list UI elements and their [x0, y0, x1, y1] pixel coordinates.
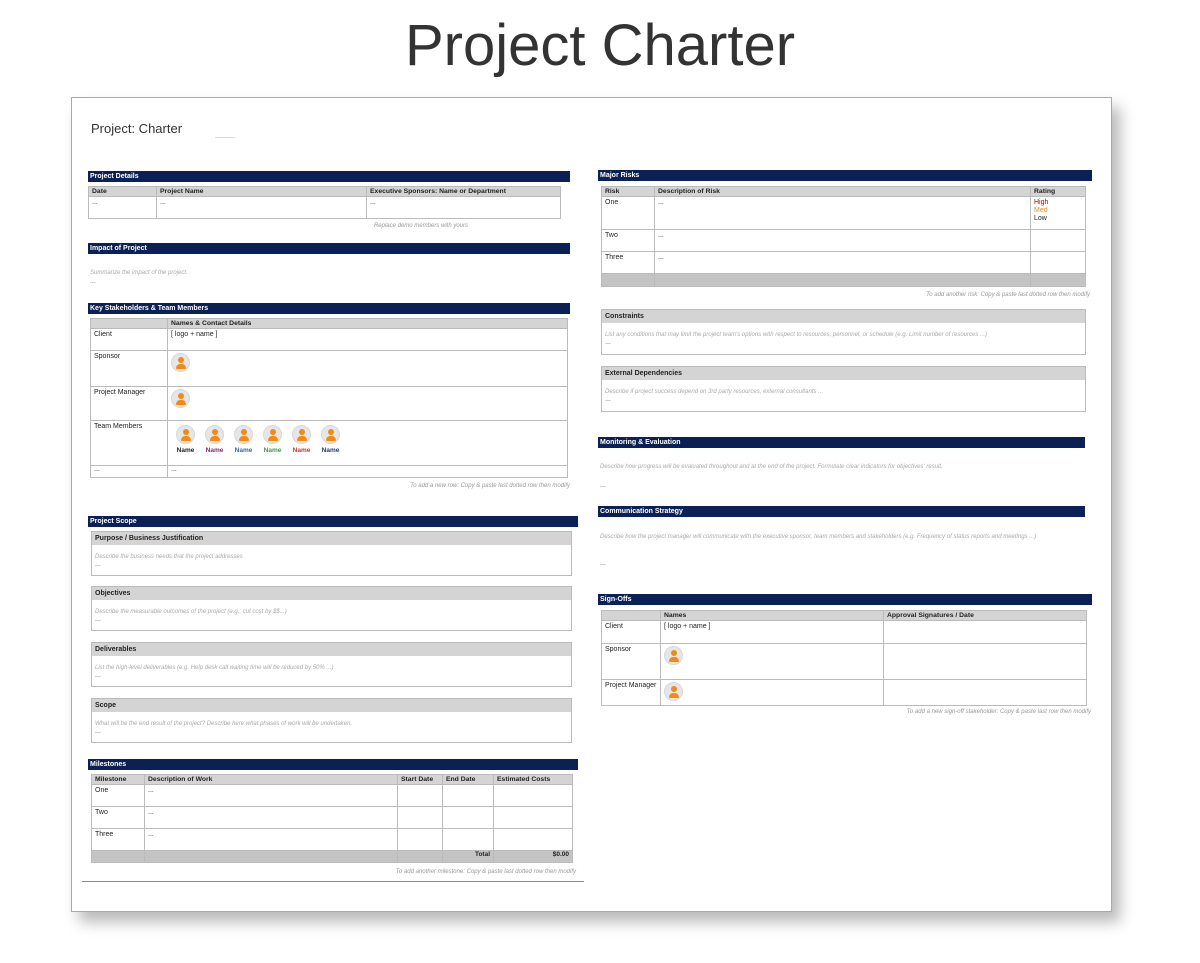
stakeholders-table: [90, 318, 568, 478]
table-row: [92, 829, 573, 851]
add-row-note: To add a new row: Copy & paste last dotted row then modify: [410, 483, 570, 489]
column-header: Start Date: [398, 775, 443, 785]
table-row: [91, 329, 568, 351]
project-name-cell[interactable]: ...: [157, 197, 367, 219]
constraints-box: [601, 309, 1086, 355]
table-row: [91, 387, 568, 421]
risk-desc[interactable]: ...: [655, 230, 1031, 252]
client-label: Client: [602, 621, 661, 644]
team-label: Team Members: [91, 421, 168, 466]
team-member: [229, 425, 258, 454]
dependencies-dots[interactable]: ...: [605, 396, 611, 403]
column-header: Milestone: [92, 775, 145, 785]
team-member-avatar-icon: [321, 425, 340, 444]
pm-label: Project Manager: [91, 387, 168, 421]
page-title: Project Charter: [404, 13, 796, 78]
bottom-divider: [82, 881, 584, 882]
section-header-impact: Impact of Project: [88, 243, 570, 254]
risk-rating[interactable]: [1031, 197, 1086, 230]
table-row: [602, 621, 1087, 644]
milestone-desc[interactable]: ...: [145, 829, 398, 851]
scope-box-hint: Describe the business needs that the project addresses: [95, 554, 243, 560]
scope-box: [91, 531, 572, 576]
rating-low: Low: [1034, 215, 1047, 222]
table-header-row: [602, 187, 1086, 197]
add-risk-note: To add another risk: Copy & paste last dotted row then modify: [926, 292, 1090, 298]
table-header-row: [602, 611, 1087, 621]
section-header-project-scope: Project Scope: [88, 516, 578, 527]
milestone-name: Three: [92, 829, 145, 851]
team-member-avatar-icon: [205, 425, 224, 444]
scope-box-hint: List the high-level deliverables (e.g. Help desk call waiting time will be reduced by 50% ...): [95, 665, 334, 671]
constraints-dots[interactable]: ...: [605, 339, 611, 346]
section-header-milestones: Milestones: [88, 759, 578, 770]
section-header-monitoring: Monitoring & Evaluation: [598, 437, 1085, 448]
scope-box-dots[interactable]: ...: [95, 728, 101, 735]
total-value: $0.00: [494, 851, 573, 863]
risk-desc[interactable]: ...: [655, 252, 1031, 274]
risks-table: [601, 186, 1086, 287]
communication-hint: Describe how the project manager will communicate with the executive sponsor, team members and stakeholders (e.g. Frequency of status reports and meetings ...): [600, 534, 1037, 540]
date-cell[interactable]: ...: [89, 197, 157, 219]
scope-box-title: Purpose / Business Justification: [92, 532, 571, 545]
sponsor-label: Sponsor: [91, 351, 168, 387]
team-member-avatar-icon: [176, 425, 195, 444]
risk-name: Two: [602, 230, 655, 252]
table-row: [91, 466, 568, 478]
team-members-cell: [168, 421, 568, 466]
column-header: Risk: [602, 187, 655, 197]
team-member-avatar-icon: [292, 425, 311, 444]
team-member-name: Name: [176, 447, 195, 454]
table-row: [92, 807, 573, 829]
scope-box-title: Deliverables: [92, 643, 571, 656]
risk-desc[interactable]: ...: [655, 197, 1031, 230]
monitoring-dots[interactable]: ...: [600, 482, 606, 489]
scope-box-title: Objectives: [92, 587, 571, 600]
team-member-name: Name: [263, 447, 282, 454]
section-header-sign-offs: Sign-Offs: [598, 594, 1092, 605]
section-header-major-risks: Major Risks: [598, 170, 1092, 181]
column-header: End Date: [443, 775, 494, 785]
rating-med: Med: [1034, 207, 1048, 214]
sponsor-label: Sponsor: [602, 644, 661, 680]
signature-cell[interactable]: [884, 644, 1087, 680]
team-member-name: Name: [205, 447, 224, 454]
section-header-project-details: Project Details: [88, 171, 570, 182]
table-header-row: [89, 187, 561, 197]
sponsor-avatar-icon: [171, 353, 190, 372]
signoffs-table: [601, 610, 1087, 706]
table-row: [91, 351, 568, 387]
communication-dots[interactable]: ...: [600, 560, 606, 567]
team-member: [258, 425, 287, 454]
impact-dots[interactable]: ...: [90, 278, 96, 285]
team-member-avatar-icon: [263, 425, 282, 444]
dotted-cell[interactable]: ...: [91, 466, 168, 478]
milestone-desc[interactable]: ...: [145, 785, 398, 807]
column-header: Names & Contact Details: [168, 319, 568, 329]
dependencies-box: [601, 366, 1086, 412]
pm-label: Project Manager: [602, 680, 661, 706]
risk-name: Three: [602, 252, 655, 274]
column-header: Description of Risk: [655, 187, 1031, 197]
scope-box: [91, 642, 572, 687]
table-row: [602, 274, 1086, 287]
team-member: [287, 425, 316, 454]
dependencies-hint: Describe if project success depend on 3rd party resources, external consultants ...: [605, 389, 824, 395]
team-member: [200, 425, 229, 454]
constraints-title: Constraints: [602, 310, 1085, 323]
scope-box: [91, 698, 572, 743]
client-value[interactable]: [ logo + name ]: [661, 621, 884, 644]
risk-name: One: [602, 197, 655, 230]
dependencies-title: External Dependencies: [602, 367, 1085, 380]
table-row: [602, 644, 1087, 680]
column-header: Names: [661, 611, 884, 621]
project-manager-avatar-icon: [664, 682, 683, 701]
milestones-table: [91, 774, 573, 863]
constraints-hint: List any conditions that may limit the project team's options with respect to resources, personnel, or schedule (e.g. Limit number of resources ...): [605, 332, 987, 338]
team-member-avatar-icon: [234, 425, 253, 444]
team-member-name: Name: [321, 447, 340, 454]
total-row: [92, 851, 573, 863]
client-value[interactable]: [ logo + name ]: [168, 329, 568, 351]
scope-box-dots[interactable]: ...: [95, 616, 101, 623]
signature-cell[interactable]: [884, 621, 1087, 644]
column-header: Rating: [1031, 187, 1086, 197]
team-member: [316, 425, 345, 454]
section-header-communication: Communication Strategy: [598, 506, 1085, 517]
scope-box-hint: Describe the measurable outcomes of the project (e.g., cut cost by $$...): [95, 609, 287, 615]
client-label: Client: [91, 329, 168, 351]
team-member: [171, 425, 200, 454]
add-milestone-note: To add another milestone: Copy & paste last dotted row then modify: [395, 869, 576, 875]
milestone-desc[interactable]: ...: [145, 807, 398, 829]
column-header: Estimated Costs: [494, 775, 573, 785]
project-manager-avatar-icon: [171, 389, 190, 408]
add-signoff-note: To add a new sign-off stakeholder: Copy & paste last row then modify: [906, 709, 1091, 715]
charter-document: [71, 97, 1112, 912]
table-row: [602, 252, 1086, 274]
team-member-name: Name: [234, 447, 253, 454]
replace-members-note: Replace demo members with yours: [373, 223, 468, 229]
column-header: Executive Sponsors: Name or Department: [367, 187, 561, 197]
column-header: Project Name: [157, 187, 367, 197]
sponsors-cell[interactable]: ...: [367, 197, 561, 219]
scope-box-title: Scope: [92, 699, 571, 712]
table-row: [602, 230, 1086, 252]
milestone-name: One: [92, 785, 145, 807]
document-title: Project: Charter: [91, 121, 183, 136]
column-header: Date: [89, 187, 157, 197]
signature-cell[interactable]: [884, 680, 1087, 706]
table-row: [89, 197, 561, 219]
title-divider: [215, 137, 235, 138]
column-header: Description of Work: [145, 775, 398, 785]
project-details-table: [88, 186, 561, 219]
sponsor-avatar-icon: [664, 646, 683, 665]
monitoring-hint: Describe how progress will be evaluated throughout and at the end of the project. Formulate clear indicators for objectives' result.: [600, 464, 943, 470]
team-member-name: Name: [292, 447, 311, 454]
table-header-row: [91, 319, 568, 329]
dotted-cell[interactable]: ...: [168, 466, 568, 478]
table-row: [602, 197, 1086, 230]
table-header-row: [92, 775, 573, 785]
scope-box: [91, 586, 572, 631]
scope-box-dots[interactable]: ...: [95, 672, 101, 679]
milestone-name: Two: [92, 807, 145, 829]
scope-box-dots[interactable]: ...: [95, 561, 101, 568]
section-header-stakeholders: Key Stakeholders & Team Members: [88, 303, 570, 314]
table-row: [91, 421, 568, 466]
scope-box-hint: What will be the end result of the project? Describe here what phases of work will be undertaken.: [95, 721, 353, 727]
impact-hint: Summarize the impact of the project.: [90, 270, 188, 276]
table-row: [602, 680, 1087, 706]
column-header: Approval Signatures / Date: [884, 611, 1087, 621]
total-label: Total: [443, 851, 494, 863]
table-row: [92, 785, 573, 807]
rating-high: High: [1034, 199, 1049, 206]
